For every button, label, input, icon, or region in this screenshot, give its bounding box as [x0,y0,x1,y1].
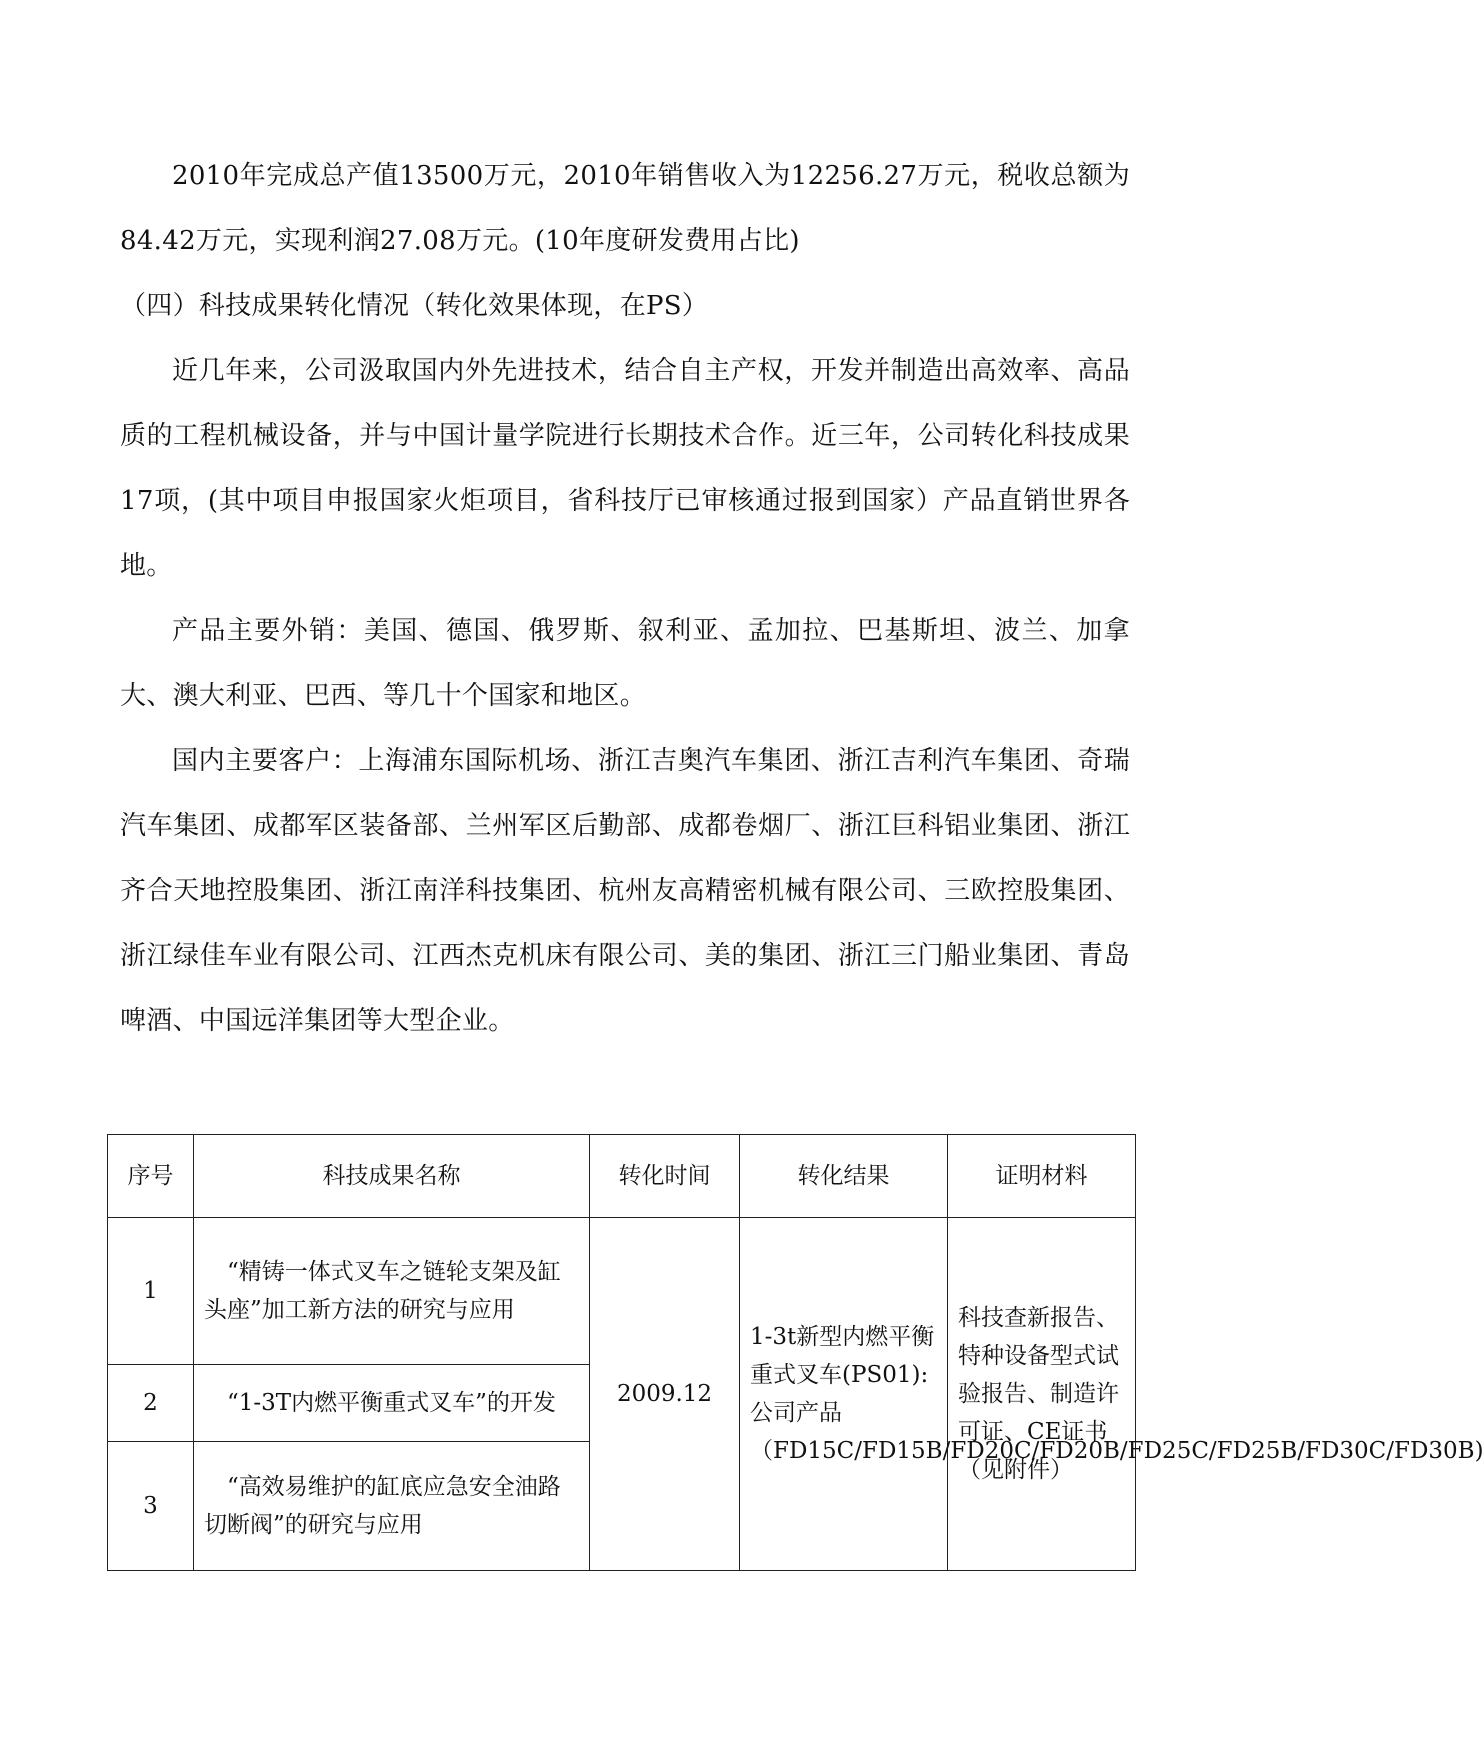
proof-materials: 科技查新报告、特种设备型式试验报告、制造许可证、CE证书（见附件） [948,1218,1136,1571]
achievement-name-text: “高效易维护的缸底应急安全油路切断阀”的研究与应用 [204,1474,561,1538]
results-table [107,1134,1484,1571]
header-name: 科技成果名称 [194,1135,590,1218]
achievement-name [194,1365,590,1442]
row-number: 1 [108,1218,194,1365]
transfer-result: 1-3t新型内燃平衡重式叉车(PS01):公司产品（FD15C/FD15B/FD20C/FD20B/FD25C/FD25B/FD30C/FD30B) [740,1218,948,1571]
section-heading-4: （四）科技成果转化情况（转化效果体现，在PS） [120,291,709,321]
achievement-name-text: “精铸一体式叉车之链轮支架及缸头座”加工新方法的研究与应用 [204,1259,561,1323]
transfer-time: 2009.12 [590,1218,740,1571]
body-text [120,144,1130,1054]
paragraph-export: 产品主要外销：美国、德国、俄罗斯、叙利亚、孟加拉、巴基斯坦、波兰、加拿大、澳大利亚、巴西、等几十个国家和地区。 [120,616,1130,711]
paragraph-domestic-clients: 国内主要客户：上海浦东国际机场、浙江吉奥汽车集团、浙江吉利汽车集团、奇瑞汽车集团、成都军区装备部、兰州军区后勤部、成都卷烟厂、浙江巨科铝业集团、浙江齐合天地控股集团、浙江南洋科技集团、杭州友高精密机械有限公司、三欧控股集团、浙江绿佳车业有限公司、江西杰克机床有限公司、美的集团、浙江三门船业集团、青岛啤酒、中国远洋集团等大型企业。 [120,746,1130,1036]
row-number: 3 [108,1442,194,1571]
header-proof: 证明材料 [948,1135,1136,1218]
paragraph-tech-transfer: 近几年来，公司汲取国内外先进技术，结合自主产权，开发并制造出高效率、高品质的工程机械设备，并与中国计量学院进行长期技术合作。近三年，公司转化科技成果17项，(其中项目申报国家火炬项目，省科技厅已审核通过报到国家）产品直销世界各地。 [120,356,1130,581]
header-result: 转化结果 [740,1135,948,1218]
achievement-name [194,1442,590,1571]
achievement-name [194,1218,590,1365]
table-row [108,1218,1136,1365]
row-number: 2 [108,1365,194,1442]
header-no: 序号 [108,1135,194,1218]
paragraph-revenue: 2010年完成总产值13500万元，2010年销售收入为12256.27万元，税收总额为84.42万元，实现利润27.08万元。(10年度研发费用占比) [120,161,1130,256]
results-table-wrapper [107,1134,1484,1571]
header-time: 转化时间 [590,1135,740,1218]
achievement-name-text: “1-3T内燃平衡重式叉车”的开发 [227,1390,556,1416]
table-header-row [108,1135,1136,1218]
